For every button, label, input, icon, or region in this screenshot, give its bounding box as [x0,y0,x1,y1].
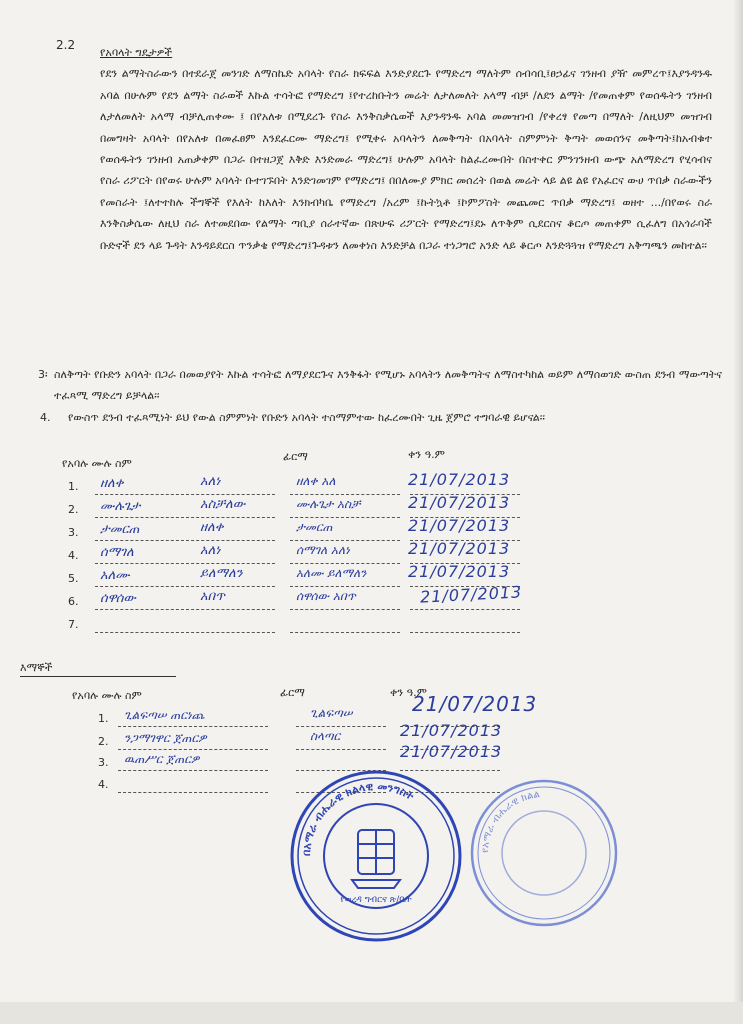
witness-name: ንጋማገዋር ጀጠርዎ [124,731,207,745]
member-last-name: አስቻለው [200,497,246,512]
witness-date: 21/07/2013 [412,692,538,716]
scan-shadow [733,0,743,1024]
member-date-line [410,632,520,633]
section-body [100,42,712,256]
witness-name-line [118,726,268,727]
member-signature-line [290,632,400,633]
member-row-number: 7. [68,618,79,631]
seal-left-inner-text: የወረዳ ግብርና ጽ/ቤት [340,895,412,905]
member-date: 21/07/2013 [408,516,511,535]
item4-text: የውስጥ ደንብ ተፈጻሚነት ይህ የውል ስምምነት የቡድን አባላት ተስማምተው ከፈረሙበት ጊዜ ጀምሮ ተግባራዊ ይሆናል፡፡ [68,411,545,424]
witness-title: እማኞች [20,661,53,674]
member-first-name: ታመርጠ [100,522,140,537]
member-signature: ታመርጠ [296,520,333,534]
member-date: 21/07/2013 [408,539,511,558]
item4-number: 4. [40,411,51,424]
witness-header-date: ቀን ዓ.ም [390,686,427,699]
witness-row-number: 2. [98,735,109,748]
member-name-line [95,632,275,633]
member-last-name: ይለማለን [200,566,243,581]
witness-date: 21/07/2013 [400,742,503,761]
member-first-name: አለሙ [100,568,130,583]
member-name-line [95,540,275,541]
member-first-name: ሙሉጌታ [100,499,141,514]
section-body-text: የደን ልማትስራውን በተደራጀ መንገድ ለማስኬድ አባላት የስራ ክፍፍል እንድያደርጉ የማድረግ ማለትም ሰብሳቢ፤ፀኃፊና ገንዘብ ያዥ መምረጥ፤እያንዳንዱ አባል በሁሉም የደን ልማት ስራወች እኩል ተሳትፎ የማድረግ ፤የተረከቡትን መሬት ለታለመለት አላማ ብቻ /ለደን ልማት /የመጠቀም የወሰዱትን ገንዘብ ለታለመለት አላማ ብቻሊጠቀሙ ፤ በየአለቱ በሚደረጉ የስራ እንቅስቃሴወች እያንዳንዱ አባል መመዝገብ /የቀረፃ የመጣ በማለት /ለዚህም መዝገብ በመግዛት አባላት በየአለቱ በመፈፀም እንደፈርሙ ማድረግ፤ የሚቀሩ አባላትን ለመቅጣት በአባላት ስምምነት ቅጣት መወሰንና መቅጣት፤ከአብቁተ የወሰዱትን ገንዘብ አጠቃቀም በጋራ በተዘጋጀ እቅድ እንድመራ ማድረግ፤ ሁሉም አባላት ከልፈረሙበት በስተቀር ምንገንዘብ ውጭ አለማድረግ የሂሳብና የስራ ሪፖርት በየወሩ ሁሉም አባላት ቡተገኙበት እንድገመገም የማድረግ፤ በበለሙያ ምክር መሰረት በወል መሬት ላይ ልዩ ልዩ የአፈርና ውሀ ጥበቃ ስራውችን የመስራት ፤ለተተከሉ ችግኞች የእለት ከእለት እንክብካቤ የማድረግ /አረም ፤ኩትኳቶ ፤ኮምፖስት መጨመር ጥበቃ ማድረግ፤ ወዘተ .../በየወሩ ስራ እንቅስቃሴው ለዚህ ስራ ለተመደበው የልማት ጣቢያ ሰራተኛው በጽሁፍ ሪፖርት የማድረግ፤ደኑ ለጥቅም ሲደርስና ቆርጦ መጠቀም ሲፈለግ በአጎራባች ቡድኖች ደን ላይ ጉዳት እንዳይደርስ ጥንቃቄ የማድረግ፤ጉዳቱን ለመቀነስ እንድቻል በጋራ ተነጋግሮ አንድ ላይ ቆርጦ እንድጓጓዝ የማድረግ አቅጣጫን መከተል፡፡ [100,67,712,252]
member-first-name: ሰዋሰው [100,591,136,606]
witness-title-underline [20,676,176,677]
member-date-line [410,609,520,610]
office-seal-left [288,768,464,944]
witness-signature-line [296,749,386,750]
members-header-date: ቀን ዓ.ም [408,448,445,461]
member-row-number: 5. [68,572,79,585]
member-signature: አለሙ ይለማለን [296,566,367,580]
witness-date: 21/07/2013 [400,721,503,740]
member-row-number: 3. [68,526,79,539]
witness-row-number: 4. [98,778,109,791]
member-signature-line [290,494,400,495]
member-signature: ሰዋሰው አበጥ [296,589,356,603]
member-name-line [95,586,275,587]
member-signature: ሰማገለ አለነ [296,543,350,557]
member-first-name: ሰማገለ [100,545,134,560]
member-name-line [95,494,275,495]
member-row-number: 4. [68,549,79,562]
scan-bottom-edge [0,1002,743,1024]
item3-number: 3፡ [38,368,48,381]
member-date: 21/07/2013 [408,562,511,581]
witness-signature: ጊልፍጣሠ [310,706,353,720]
member-row-number: 2. [68,503,79,516]
witness-name-line [118,749,268,750]
member-signature-line [290,517,400,518]
member-last-name: አለነ [200,474,221,489]
seal-right-ring-text: የአማራ ብሔራዊ ክልል [479,789,541,854]
witness-name-line [118,792,268,793]
members-header-name: የአባሉ ሙሉ ስም [62,457,132,470]
witness-signature: ስላጣር [310,729,341,743]
member-date: 21/07/2013 [419,582,523,607]
member-last-name: አለነ [200,543,221,558]
member-name-line [95,609,275,610]
member-signature: ዘለቀ አለ [296,474,336,488]
member-row-number: 6. [68,595,79,608]
witness-signature-line [296,726,386,727]
witness-name: ዉጠሥር ጀጠርዎ [124,752,200,766]
witness-row-number: 1. [98,712,109,725]
office-seal-right [468,778,620,928]
member-row-number: 1. [68,480,79,493]
member-signature-line [290,609,400,610]
member-first-name: ዘለቀ [100,476,124,491]
member-signature-line [290,563,400,564]
member-name-line [95,517,275,518]
member-date: 21/07/2013 [408,470,511,489]
witness-name-line [118,770,268,771]
member-last-name: አበጥ [200,589,225,604]
seal-left-ring-text: በአማራ ብሔራዊ ክልላዊ መንግስት [299,779,417,857]
item3-text: ስለቅጣት የቡድን አባላት በጋራ በመወያየት እኩል ተሳትፎ ለማያደርጉና እንቅፋት የሚሆኑ አባላትን ለመቅጣትና ለማስተካከል ወይም ለማሰወገድ ውስጠ ደንብ ማውጣትና ተፈጻሚ ማድረግ ይቻላል፡፡ [54,368,722,403]
witness-row-number: 3. [98,756,109,769]
section-number: 2.2 [56,38,76,52]
member-signature: ሙሉጌታ አስቻ [296,497,361,511]
member-signature-line [290,586,400,587]
member-signature-line [290,540,400,541]
member-name-line [95,563,275,564]
member-date: 21/07/2013 [408,493,511,512]
members-header-signature: ፊርማ [283,450,308,463]
seal-emblem-icon [352,830,400,888]
section-title: የአባላት ግዴታዎች [100,46,173,59]
member-last-name: ዘለቀ [200,520,224,535]
witness-header-signature: ፊርማ [280,686,305,699]
witness-header-name: የአባሉ ሙሉ ስም [72,689,142,702]
witness-name: ጊልፍጣሠ ጠርነጨ [124,708,205,722]
